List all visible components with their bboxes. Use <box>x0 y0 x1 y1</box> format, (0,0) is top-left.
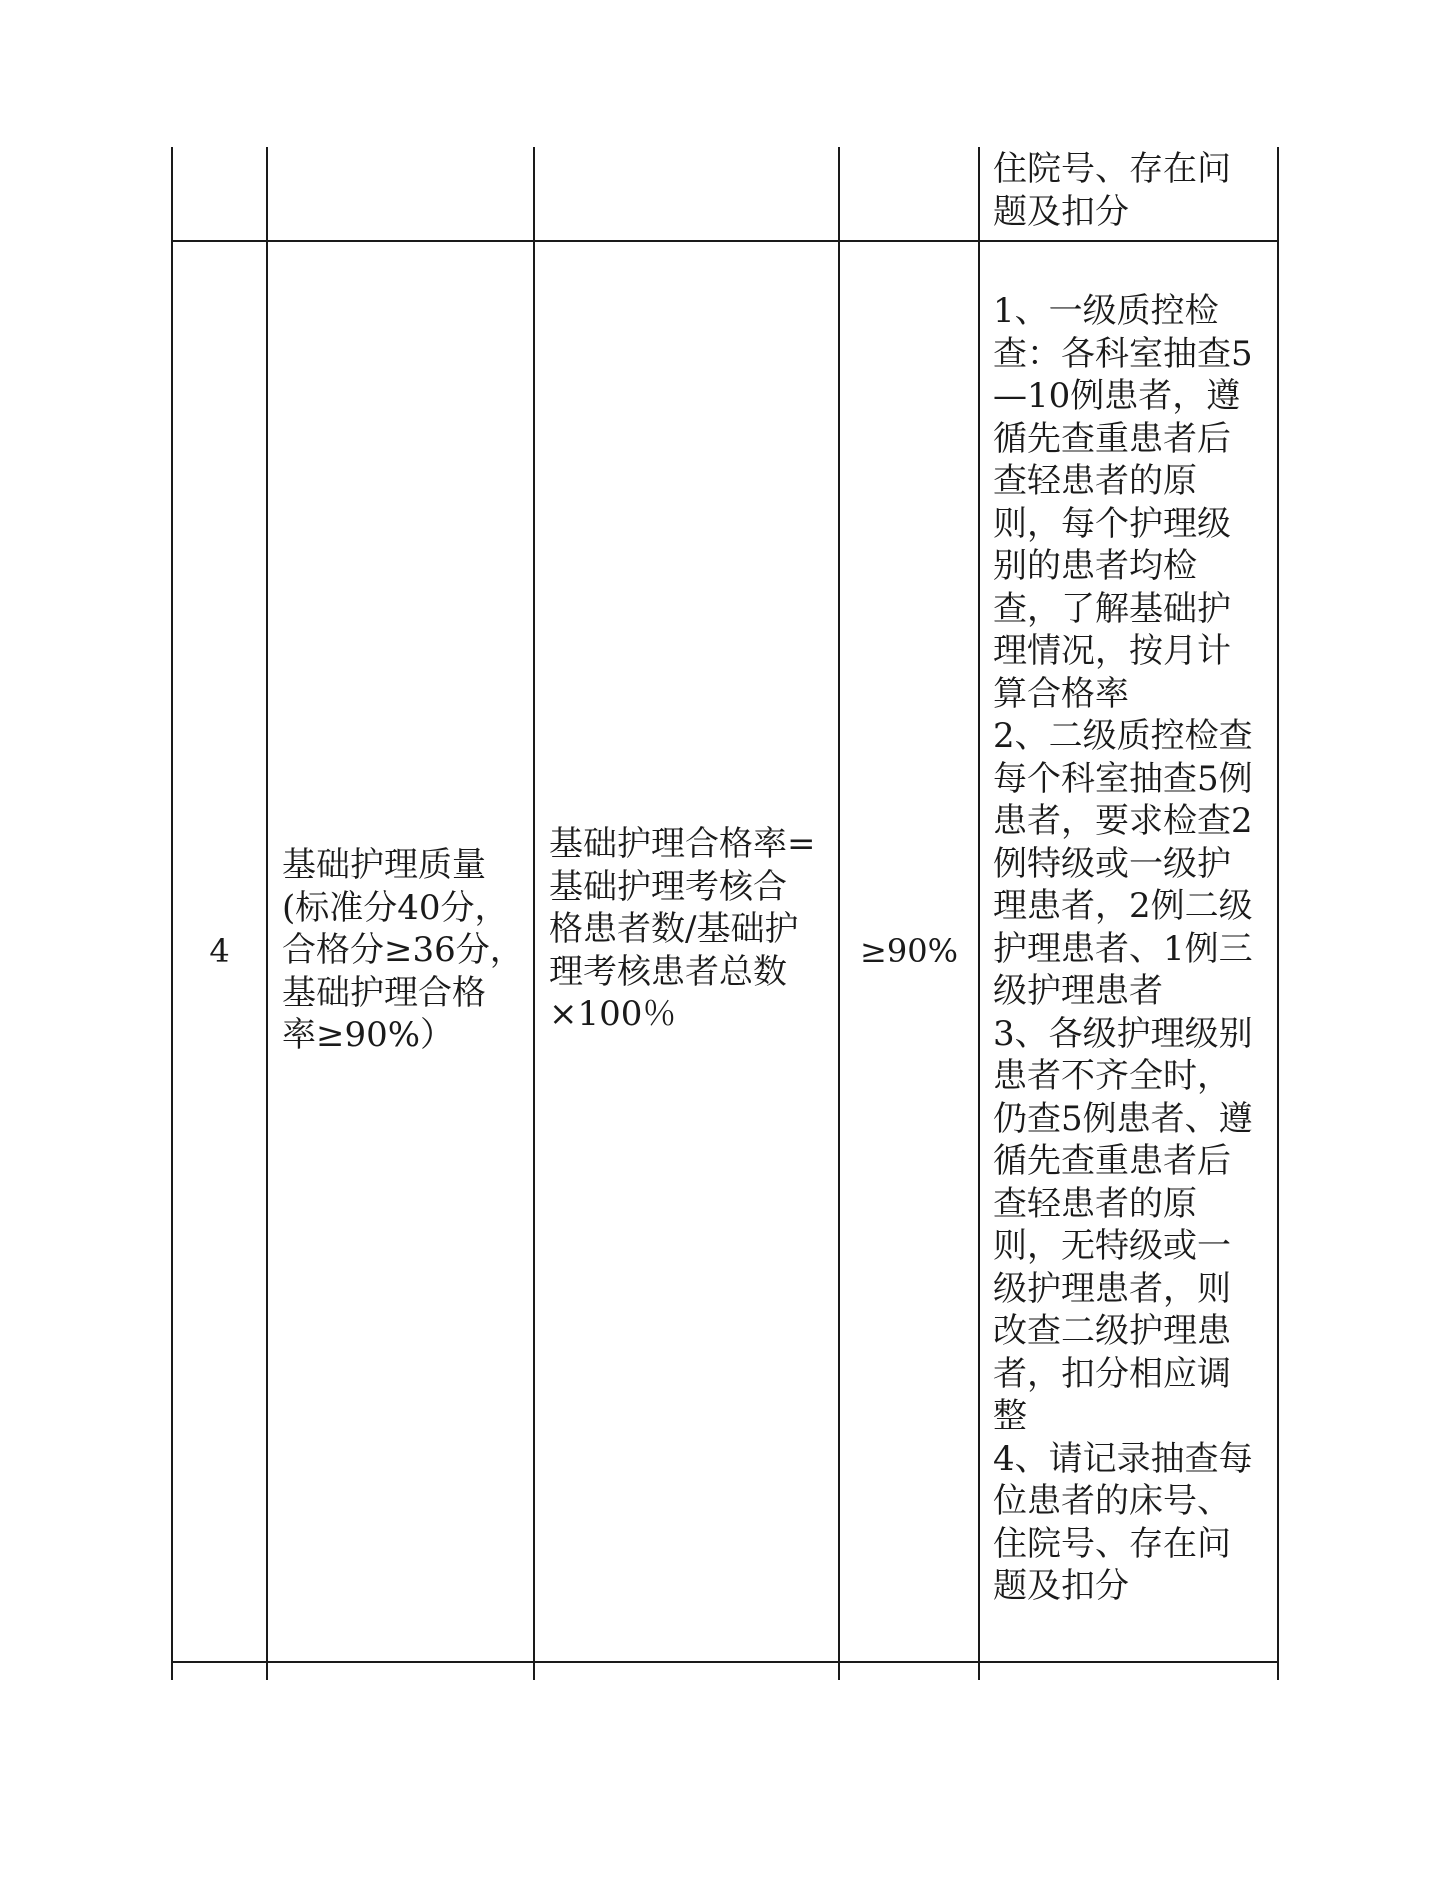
column-border <box>266 147 268 1680</box>
method-cell: 1、一级质控检 查：各科室抽查5 —10例患者，遵 循先查重患者后 查轻患者的原 则，每个护理级 别的患者均检 查，了解基础护 理情况，按月计 算合格率 2、二级质控检查 每个科室抽查5例 患者，要求检查2 例特级或一级护 理患者，2例二级 护理患者、1例三 级护理患者 3、各级护理级别 患者不齐全时， 仍查5例患者、遵 循先查重患者后 查轻患者的原 则，无特级或一 级护理患者，则 改查二级护理患 者，扣分相应调 整 4、请记录抽查每 位患者的床号、 住院号、存在问 题及扣分 <box>993 291 1253 1606</box>
quality-indicator-table <box>171 147 1279 1680</box>
column-border <box>533 147 535 1680</box>
indicator-cell: 基础护理质量 (标准分40分， 合格分≥36分， 基础护理合格 率≥90%） <box>282 845 524 1055</box>
formula-cell: 基础护理合格率= 基础护理考核合 格患者数/基础护 理考核患者总数 ×100％ <box>549 824 816 1034</box>
row-number-cell: 4 <box>209 932 230 970</box>
row-border <box>171 240 1279 242</box>
column-border <box>171 147 173 1680</box>
column-border <box>1277 147 1279 1680</box>
row-border <box>171 1661 1279 1663</box>
column-border <box>978 147 980 1680</box>
continuation-method-cell: 住院号、存在问 题及扣分 <box>993 149 1231 232</box>
column-border <box>838 147 840 1680</box>
target-cell: ≥90% <box>860 932 958 970</box>
